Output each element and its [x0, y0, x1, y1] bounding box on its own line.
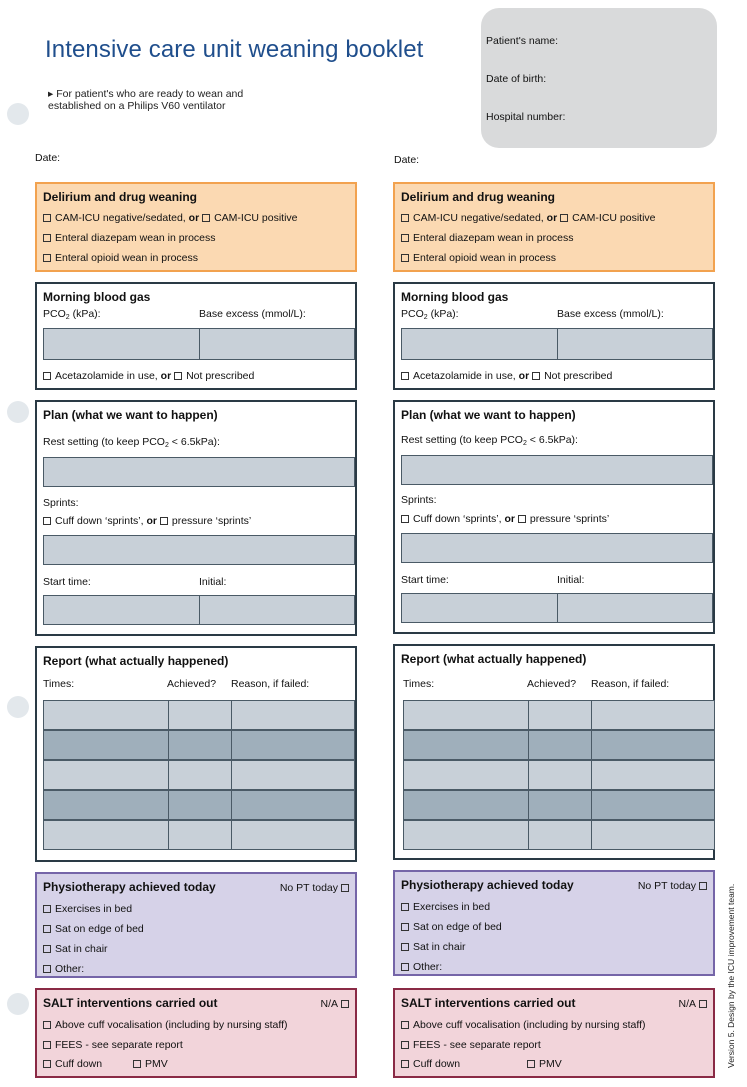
or-label: or	[188, 212, 200, 224]
start-time-label: Start time:	[43, 576, 91, 588]
no-pt-checkbox[interactable]	[699, 882, 707, 890]
sprints-options: Cuff down ‘sprints’, or pressure ‘sprints’	[401, 513, 609, 525]
blood-gas-title: Morning blood gas	[43, 290, 151, 304]
not-prescribed-checkbox[interactable]	[532, 372, 540, 380]
list-item: Cuff down	[43, 1058, 102, 1070]
fees-checkbox[interactable]	[43, 1041, 51, 1049]
cam-line: CAM-ICU negative/sedated, or CAM-ICU positive	[401, 212, 656, 224]
sprints-label: Sprints:	[43, 497, 79, 509]
salt-na: N/A	[678, 998, 707, 1010]
cuff-down-checkbox[interactable]	[43, 1060, 51, 1068]
table-row[interactable]	[43, 730, 355, 760]
cuff-down-checkbox[interactable]	[401, 1060, 409, 1068]
rest-setting-label: Rest setting (to keep $PCO_2 < 6.5kPa$):	[401, 434, 578, 447]
base-excess-label: Base excess (mmol/L):	[557, 308, 664, 320]
base-excess-label: Base excess (mmol/L):	[199, 308, 306, 320]
pco2-label: $PCO_2$ (kPa):	[43, 308, 101, 321]
list-item: FEES - see separate report	[401, 1039, 541, 1051]
na-checkbox[interactable]	[699, 1000, 707, 1008]
table-row[interactable]	[403, 790, 715, 820]
opioid-line: Enteral opioid wean in process	[401, 252, 556, 264]
salt-title: SALT interventions carried out	[43, 996, 218, 1010]
other-checkbox[interactable]	[43, 965, 51, 973]
acetazolamide-checkbox[interactable]	[43, 372, 51, 380]
list-item: Sat on edge of bed	[43, 923, 144, 935]
cam-positive-checkbox[interactable]	[202, 214, 210, 222]
times-header: Times:	[43, 678, 75, 690]
rest-setting-field[interactable]	[401, 455, 713, 485]
sat-edge-checkbox[interactable]	[401, 923, 409, 931]
exercises-checkbox[interactable]	[401, 903, 409, 911]
pressure-sprints-checkbox[interactable]	[518, 515, 526, 523]
cam-line	[43, 212, 298, 224]
patient-name-label[interactable]: Patient's name:	[486, 35, 559, 47]
sat-edge-checkbox[interactable]	[43, 925, 51, 933]
cam-positive-label: CAM-ICU positive	[214, 212, 298, 224]
list-item: Sat in chair	[43, 943, 108, 955]
no-pt-today: No PT today	[638, 880, 707, 892]
subtitle	[48, 88, 308, 112]
report-title: Report (what actually happened)	[43, 654, 229, 668]
blood-gas-title: Morning blood gas	[401, 290, 509, 304]
blood-gas-section	[35, 282, 357, 390]
physio-title: Physiotherapy achieved today	[43, 880, 216, 894]
pmv-checkbox[interactable]	[527, 1060, 535, 1068]
report-section	[393, 644, 715, 860]
cam-negative-label: CAM-ICU negative/sedated,	[55, 212, 186, 224]
patient-details-box	[481, 8, 717, 148]
physio-section	[393, 870, 715, 976]
punch-hole	[7, 696, 29, 718]
table-row[interactable]	[403, 700, 715, 730]
other-checkbox[interactable]	[401, 963, 409, 971]
blood-gas-section	[393, 282, 715, 390]
sprints-label: Sprints:	[401, 494, 437, 506]
diazepam-line	[43, 232, 216, 244]
list-item: Sat in chair	[401, 941, 466, 953]
opioid-checkbox[interactable]	[43, 254, 51, 262]
exercises-checkbox[interactable]	[43, 905, 51, 913]
delirium-section	[393, 182, 715, 272]
salt-section	[35, 988, 357, 1078]
acetazolamide-line: Acetazolamide in use, or Not prescribed	[43, 370, 254, 382]
pmv-checkbox[interactable]	[133, 1060, 141, 1068]
achieved-header: Achieved?	[527, 678, 577, 690]
table-row[interactable]	[43, 790, 355, 820]
report-section	[35, 646, 357, 862]
sat-chair-checkbox[interactable]	[43, 945, 51, 953]
rest-setting-field[interactable]	[43, 457, 355, 487]
achieved-header: Achieved?	[167, 678, 217, 690]
plan-title: Plan (what we want to happen)	[401, 408, 576, 422]
no-pt-checkbox[interactable]	[341, 884, 349, 892]
delirium-title: Delirium and drug weaning	[43, 190, 198, 204]
list-item: Above cuff vocalisation (including by nursing staff)	[401, 1019, 646, 1031]
list-item: FEES - see separate report	[43, 1039, 183, 1051]
list-item: Other:	[401, 961, 442, 973]
salt-section	[393, 988, 715, 1078]
start-time-initial-fields[interactable]	[401, 593, 713, 623]
list-item: Sat on edge of bed	[401, 921, 502, 933]
report-title: Report (what actually happened)	[401, 652, 587, 666]
list-item: Exercises in bed	[401, 901, 490, 913]
date-of-birth-label[interactable]: Date of birth:	[486, 73, 547, 85]
diazepam-checkbox[interactable]	[43, 234, 51, 242]
diazepam-line: Enteral diazepam wean in process	[401, 232, 574, 244]
salt-title: SALT interventions carried out	[401, 996, 576, 1010]
list-item: Other:	[43, 963, 84, 975]
acetazolamide-line: Acetazolamide in use, or Not prescribed	[401, 370, 612, 382]
table-row[interactable]	[403, 760, 715, 790]
no-pt-today: No PT today	[280, 882, 349, 894]
page-title: Intensive care unit weaning booklet	[45, 36, 424, 63]
cam-positive-checkbox[interactable]	[560, 214, 568, 222]
hospital-number-label[interactable]: Hospital number:	[486, 111, 566, 123]
sprints-field[interactable]	[43, 535, 355, 565]
sprints-field[interactable]	[401, 533, 713, 563]
list-item: Above cuff vocalisation (including by nursing staff)	[43, 1019, 288, 1031]
initial-label: Initial:	[199, 576, 227, 588]
vocalisation-checkbox[interactable]	[401, 1021, 409, 1029]
version-footer: Version 5. Design by the ICU improvement team.	[726, 883, 736, 1068]
blood-gas-fields[interactable]	[43, 328, 355, 360]
list-item: Exercises in bed	[43, 903, 132, 915]
cam-negative-checkbox[interactable]	[43, 214, 51, 222]
diazepam-checkbox[interactable]	[401, 234, 409, 242]
times-header: Times:	[403, 678, 435, 690]
table-row[interactable]	[43, 700, 355, 730]
cam-negative-checkbox[interactable]	[401, 214, 409, 222]
physio-title: Physiotherapy achieved today	[401, 878, 574, 892]
salt-na: N/A	[320, 998, 349, 1010]
physio-section	[35, 872, 357, 978]
table-row[interactable]	[43, 760, 355, 790]
plan-title: Plan (what we want to happen)	[43, 408, 218, 422]
fees-checkbox[interactable]	[401, 1041, 409, 1049]
pressure-sprints-checkbox[interactable]	[160, 517, 168, 525]
table-row[interactable]	[43, 820, 355, 850]
start-time-label: Start time:	[401, 574, 449, 586]
vocalisation-checkbox[interactable]	[43, 1021, 51, 1029]
punch-hole	[7, 103, 29, 125]
na-checkbox[interactable]	[341, 1000, 349, 1008]
delirium-title: Delirium and drug weaning	[401, 190, 556, 204]
opioid-line	[43, 252, 198, 264]
start-time-initial-fields[interactable]	[43, 595, 355, 625]
sat-chair-checkbox[interactable]	[401, 943, 409, 951]
blood-gas-fields[interactable]	[401, 328, 713, 360]
list-item: Cuff down	[401, 1058, 460, 1070]
acetazolamide-checkbox[interactable]	[401, 372, 409, 380]
opioid-checkbox[interactable]	[401, 254, 409, 262]
diazepam-label: Enteral diazepam wean in process	[55, 232, 216, 244]
punch-hole	[7, 993, 29, 1015]
list-item: PMV	[133, 1058, 168, 1070]
sprints-options: Cuff down ‘sprints’, or pressure ‘sprints’	[43, 515, 251, 527]
delirium-section	[35, 182, 357, 272]
rest-setting-label: Rest setting (to keep $PCO_2 < 6.5kPa$):	[43, 436, 220, 449]
pco2-label: $PCO_2$ (kPa):	[401, 308, 459, 321]
subtitle-line-2: established on a Philips V60 ventilator	[48, 100, 226, 112]
reason-header: Reason, if failed:	[231, 678, 310, 690]
punch-hole	[7, 401, 29, 423]
date-label-right[interactable]: Date:	[394, 154, 420, 166]
table-row[interactable]	[403, 730, 715, 760]
plan-section	[393, 400, 715, 634]
plan-section	[35, 400, 357, 636]
not-prescribed-checkbox[interactable]	[174, 372, 182, 380]
list-item: PMV	[527, 1058, 562, 1070]
cuff-down-sprints-checkbox[interactable]	[401, 515, 409, 523]
reason-header: Reason, if failed:	[591, 678, 670, 690]
date-label-left[interactable]: Date:	[35, 152, 61, 164]
initial-label: Initial:	[557, 574, 585, 586]
opioid-label: Enteral opioid wean in process	[55, 252, 199, 264]
cuff-down-sprints-checkbox[interactable]	[43, 517, 51, 525]
table-row[interactable]	[403, 820, 715, 850]
subtitle-line-1: ▸ For patient's who are ready to wean and	[48, 88, 244, 100]
